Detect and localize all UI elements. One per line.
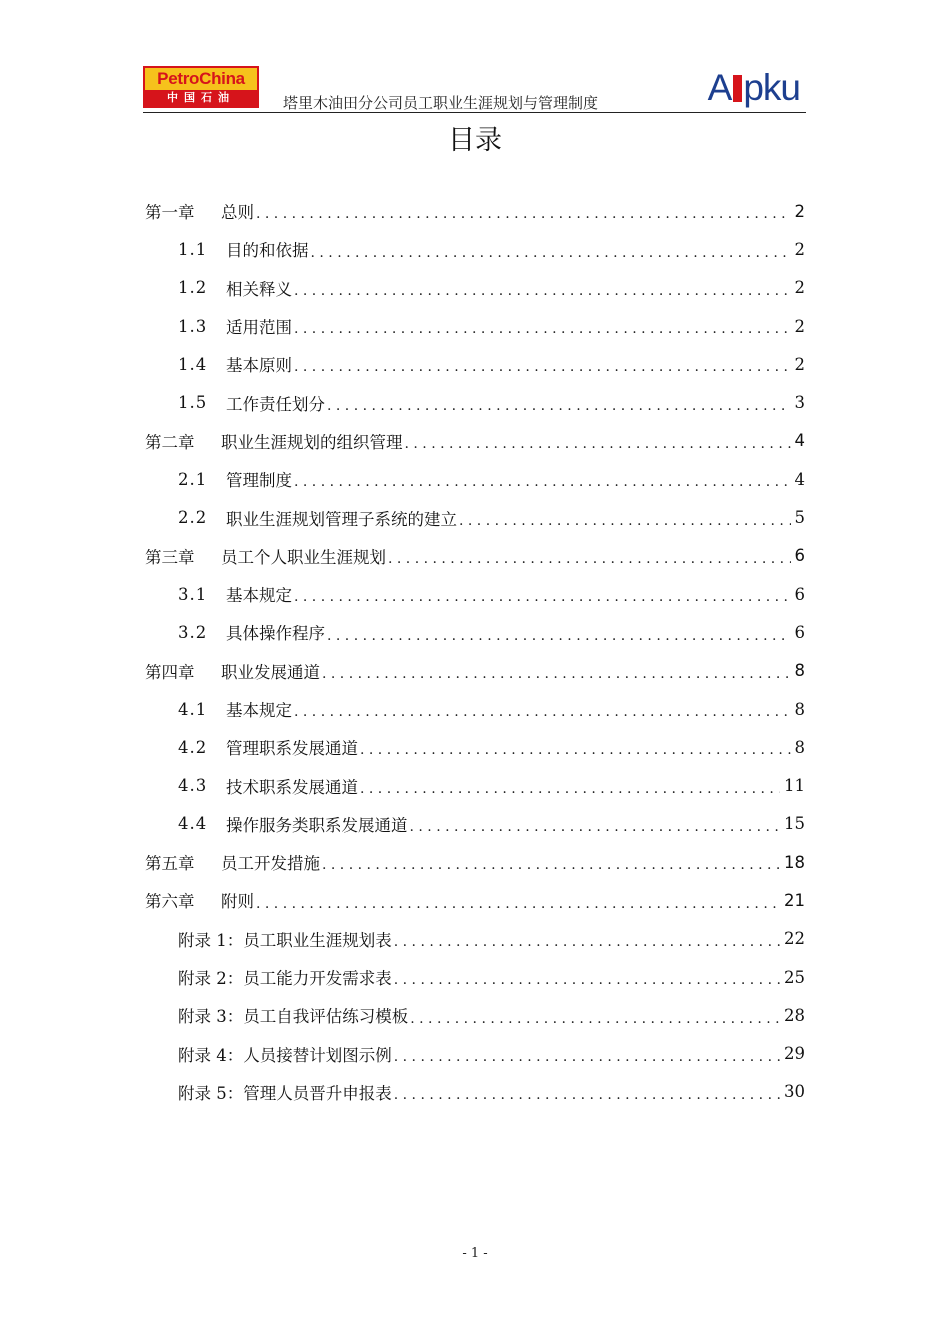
toc-leader-dots xyxy=(322,855,780,881)
toc-entry-label: 基本规定 xyxy=(226,586,292,606)
toc-entry-label: 管理职系发展通道 xyxy=(226,739,358,759)
toc-entry-label: 职业生涯规划管理子系统的建立 xyxy=(226,509,457,529)
toc-leader-dots xyxy=(294,702,791,728)
toc-entry-label: 管理制度 xyxy=(226,471,292,491)
toc-entry-number: 1.1 xyxy=(178,239,208,259)
toc-entry-number: 第二章 xyxy=(145,432,195,452)
toc-leader-dots xyxy=(394,1085,780,1111)
toc-leader-dots xyxy=(294,357,791,383)
toc-leader-dots xyxy=(394,970,780,996)
toc-entry-label: 附录 4：人员接替计划图示例 xyxy=(178,1045,392,1065)
toc-entry-label: 基本规定 xyxy=(226,701,292,720)
toc-entry[interactable] xyxy=(145,920,805,958)
toc-leader-dots xyxy=(311,243,791,269)
toc-entry[interactable] xyxy=(145,460,805,498)
toc-entry-label: 相关释义 xyxy=(226,279,292,299)
toc-entry-number: 3.1 xyxy=(178,584,208,604)
toc-entry-number: 第一章 xyxy=(145,203,195,223)
toc-entry-label: 员工开发措施 xyxy=(221,854,320,874)
toc-leader-dots xyxy=(327,396,791,422)
toc-entry-label: 目的和依据 xyxy=(226,241,309,261)
toc-entry-page: 8 xyxy=(794,661,805,681)
toc-entry-page: 29 xyxy=(784,1044,805,1064)
toc-entry-page: 4 xyxy=(794,431,805,451)
toc-leader-dots xyxy=(405,434,791,460)
toc-entry-page: 2 xyxy=(794,278,805,298)
toc-entry-label: 职业生涯规划的组织管理 xyxy=(221,432,403,452)
toc-entry-label: 总则 xyxy=(221,203,254,223)
toc-entry[interactable] xyxy=(145,728,805,766)
toc-entry[interactable] xyxy=(145,996,805,1034)
toc-entry[interactable] xyxy=(145,575,805,613)
toc-entry-number: 2.1 xyxy=(178,469,208,489)
toc-entry[interactable] xyxy=(145,269,805,307)
toc-entry[interactable] xyxy=(145,613,805,651)
toc-entry-number: 第三章 xyxy=(145,547,195,567)
toc-entry-page: 6 xyxy=(794,584,805,604)
petrochina-logo-chinese: 中国石油 xyxy=(145,90,257,106)
petrochina-logo-text: PetroChina xyxy=(145,68,257,90)
toc-entry-number: 4.4 xyxy=(178,814,208,834)
toc-entry-page: 3 xyxy=(794,393,805,413)
header-divider xyxy=(143,112,806,113)
toc-entry-label: 具体操作程序 xyxy=(226,624,325,644)
toc-entry-number: 第五章 xyxy=(145,854,195,874)
toc-entry-number: 3.2 xyxy=(178,622,208,642)
toc-entry[interactable] xyxy=(145,690,805,728)
toc-entry-number: 4.1 xyxy=(178,699,208,719)
toc-entry-number: 2.2 xyxy=(178,508,208,528)
table-of-contents xyxy=(145,192,805,1111)
toc-entry-label: 附录 2：员工能力开发需求表 xyxy=(178,969,392,989)
toc-entry-page: 18 xyxy=(784,852,805,872)
toc-leader-dots xyxy=(388,549,791,575)
aipku-logo-bar xyxy=(733,75,742,102)
page-number: - 1 - xyxy=(462,1246,488,1261)
toc-entry-number: 1.2 xyxy=(178,278,208,298)
toc-entry-number: 第六章 xyxy=(145,892,195,912)
toc-entry-page: 6 xyxy=(794,546,805,566)
toc-entry-page: 25 xyxy=(784,967,805,987)
toc-entry-page: 30 xyxy=(784,1082,805,1102)
toc-entry-number: 第四章 xyxy=(145,662,195,682)
toc-entry-label: 附录 3：员工自我评估练习模板 xyxy=(178,1007,409,1027)
toc-entry[interactable] xyxy=(145,383,805,421)
toc-entry-page: 6 xyxy=(794,622,805,642)
toc-entry-page: 11 xyxy=(784,776,805,796)
toc-entry-number: 1.3 xyxy=(178,316,208,336)
toc-leader-dots xyxy=(410,1009,780,1035)
toc-entry-label: 附则 xyxy=(221,892,254,912)
toc-entry-page: 2 xyxy=(794,316,805,336)
toc-leader-dots xyxy=(327,626,791,652)
toc-entry-page: 5 xyxy=(794,508,805,528)
toc-leader-dots xyxy=(360,740,791,766)
toc-entry[interactable] xyxy=(145,881,805,919)
toc-entry-label: 基本原则 xyxy=(226,356,292,376)
toc-leader-dots xyxy=(459,511,791,537)
toc-entry-number: 1.4 xyxy=(178,354,208,374)
toc-entry-page: 15 xyxy=(784,814,805,834)
toc-leader-dots xyxy=(294,587,791,613)
toc-entry[interactable] xyxy=(145,422,805,460)
aipku-logo-a: A xyxy=(707,67,732,108)
toc-entry[interactable] xyxy=(145,192,805,230)
toc-entry[interactable] xyxy=(145,498,805,536)
toc-entry-label: 附录 1：员工职业生涯规划表 xyxy=(178,930,392,950)
toc-leader-dots xyxy=(294,281,791,307)
toc-entry[interactable] xyxy=(145,1073,805,1111)
toc-entry-label: 技术职系发展通道 xyxy=(226,777,358,797)
toc-entry-page: 22 xyxy=(784,929,805,949)
toc-leader-dots xyxy=(360,779,780,805)
toc-title: 目录 xyxy=(448,125,502,156)
toc-entry-label: 适用范围 xyxy=(226,318,292,338)
toc-entry-number: 4.2 xyxy=(178,737,208,757)
toc-entry-label: 操作服务类职系发展通道 xyxy=(226,815,408,835)
toc-entry-page: 28 xyxy=(784,1005,805,1025)
petrochina-logo xyxy=(143,66,259,108)
toc-entry-page: 2 xyxy=(794,354,805,374)
aipku-logo-pku: pku xyxy=(743,67,800,108)
toc-entry-label: 附录 5：管理人员晋升申报表 xyxy=(178,1083,392,1103)
toc-entry-number: 1.5 xyxy=(178,393,208,413)
toc-entry-label: 员工个人职业生涯规划 xyxy=(221,547,386,567)
toc-entry-page: 21 xyxy=(784,890,805,910)
toc-leader-dots xyxy=(256,894,780,920)
toc-entry[interactable] xyxy=(145,766,805,804)
toc-entry[interactable] xyxy=(145,652,805,690)
toc-leader-dots xyxy=(394,1047,780,1073)
toc-leader-dots xyxy=(394,932,780,958)
aipku-logo xyxy=(708,68,800,108)
toc-entry-page: 2 xyxy=(794,239,805,259)
toc-entry-page: 4 xyxy=(794,469,805,489)
toc-entry[interactable] xyxy=(145,537,805,575)
toc-leader-dots xyxy=(410,817,781,843)
toc-entry[interactable] xyxy=(145,345,805,383)
toc-leader-dots xyxy=(322,664,791,690)
toc-entry-label: 职业发展通道 xyxy=(221,662,320,682)
toc-leader-dots xyxy=(294,472,791,498)
toc-leader-dots xyxy=(294,319,791,345)
toc-entry-page: 2 xyxy=(794,201,805,221)
toc-entry[interactable] xyxy=(145,843,805,881)
page-header xyxy=(143,62,806,114)
toc-entry[interactable] xyxy=(145,805,805,843)
toc-entry[interactable] xyxy=(145,958,805,996)
toc-entry-page: 8 xyxy=(794,699,805,719)
toc-entry[interactable] xyxy=(145,307,805,345)
document-header-title: 塔里木油田分公司员工职业生涯规划与管理制度 xyxy=(283,94,599,112)
toc-leader-dots xyxy=(256,204,791,230)
toc-entry-page: 8 xyxy=(794,737,805,757)
toc-entry[interactable] xyxy=(145,230,805,268)
toc-entry[interactable] xyxy=(145,1035,805,1073)
toc-entry-label: 工作责任划分 xyxy=(226,394,325,414)
toc-entry-number: 4.3 xyxy=(178,776,208,796)
